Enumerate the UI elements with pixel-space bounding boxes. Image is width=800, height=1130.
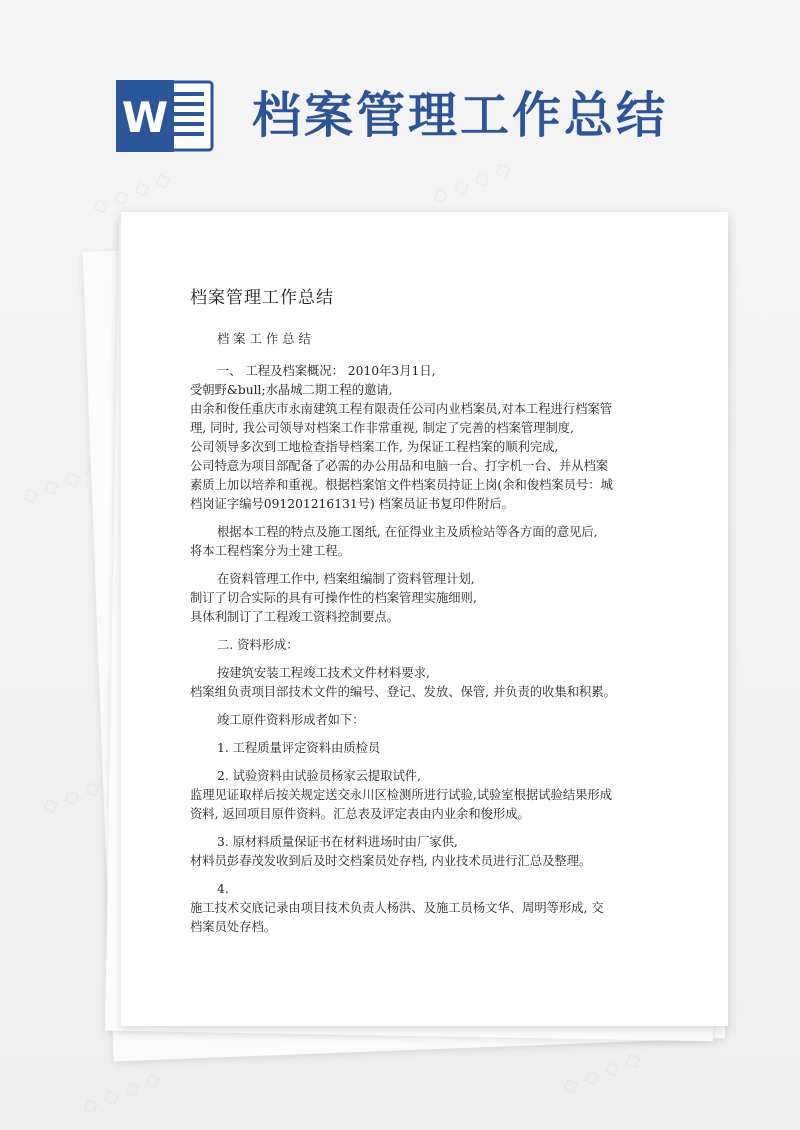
document-body	[190, 330, 640, 946]
paragraph-line: 素质上加以培养和重视。根据档案馆文件档案员持证上岗(余和俊档案员号：城	[190, 478, 613, 492]
paragraph-line: 按建筑安装工程竣工技术文件材料要求,	[217, 666, 430, 680]
paragraph-line: 档案组负责项目部技术文件的编号、登记、发放、保管, 并负责的收集和积累。	[190, 685, 616, 699]
paragraph	[190, 523, 640, 561]
paragraph	[190, 833, 640, 871]
paragraph-line: 根据本工程的特点及施工图纸, 在征得业主及质检站等各方面的意见后,	[217, 525, 598, 539]
paragraph-line: 将本工程档案分为土建工程。	[190, 544, 350, 558]
paragraph-line: 3. 原材料质量保证书在材料进场时由厂家供,	[217, 835, 458, 849]
paragraph-line: 监理见证取样后按关规定送交永川区检测所进行试验,试验室根据试验结果形成	[190, 788, 613, 802]
paragraph	[190, 636, 640, 655]
paragraph-line: 理, 同时, 我公司领导对档案工作非常重视, 制定了完善的档案管理制度,	[190, 421, 574, 435]
paragraph-line: 制订了切合实际的具有可操作性的档案管理实施细则,	[190, 591, 477, 605]
paragraph-line: 在资料管理工作中, 档案组编制了资料管理计划,	[217, 572, 475, 586]
paragraph	[190, 570, 640, 627]
paragraph-line: 档案员处存档。	[190, 920, 277, 934]
document-title: 档案管理工作总结	[190, 288, 334, 308]
paragraph-line: 2. 试验资料由试验员杨家云提取试件,	[217, 769, 422, 783]
paragraph	[190, 880, 640, 937]
paragraph	[190, 739, 640, 758]
logo-letter: W	[121, 93, 169, 142]
paragraph-line: 4.	[217, 882, 229, 896]
word-document-icon	[116, 80, 214, 152]
paragraph	[190, 711, 640, 730]
paragraph-line: 公司特意为项目部配备了必需的办公用品和电脑一台、打字机一台、并从档案	[190, 459, 609, 473]
paragraph	[190, 664, 640, 702]
page-title: 档案管理工作总结	[252, 87, 669, 144]
paragraph-line: 具体利制订了工程竣工资料控制要点。	[190, 610, 400, 624]
paragraph-line: 受朝野&bull;水晶城二期工程的邀请,	[190, 383, 393, 397]
paragraph-line: 资料, 返回项目原件资料。汇总表及评定表由内业余和俊形成。	[190, 807, 530, 821]
paragraph	[190, 362, 640, 514]
paragraph-line: 二. 资料形成：	[217, 638, 299, 652]
paragraph-line: 材料员彭春茂发收到后及时交档案员处存档, 内业技术员进行汇总及整理。	[190, 854, 592, 868]
paragraph-line: 由余和俊任重庆市永南建筑工程有限责任公司内业档案员,对本工程进行档案管	[190, 402, 613, 416]
paragraph-line: 竣工原件资料形成者如下：	[217, 713, 365, 727]
paragraph	[190, 767, 640, 824]
paragraph-line: 一、 工程及档案概况： 2010年3月1日,	[217, 364, 436, 378]
document-subtitle: 档案工作总结	[217, 332, 315, 346]
paragraph-line: 施工技术交底记录由项目技术负责人杨洪、及施工员杨文华、周明等形成, 交	[190, 901, 604, 915]
paragraph-line: 公司领导多次到工地检查指导档案工作, 为保证工程档案的顺利完成,	[190, 440, 559, 454]
paragraph-line: 1. 工程质量评定资料由质检员	[217, 741, 381, 755]
paragraph-line: 档岗证字编号091201216131号) 档案员证书复印件附后。	[190, 497, 514, 511]
